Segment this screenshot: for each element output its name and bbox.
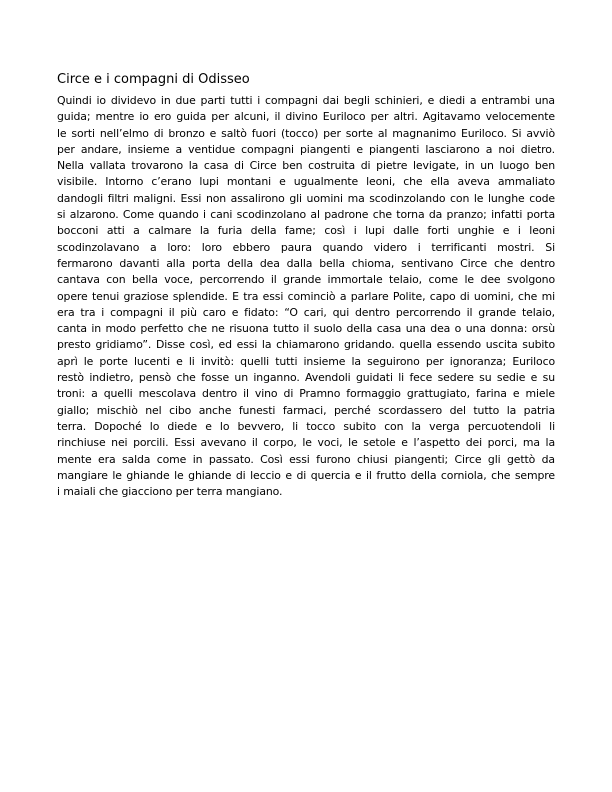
text-line: fermarono davanti alla porta della dea dalla bella chioma, sentivano Circe che dentro	[57, 256, 555, 270]
text-line: visibile. Intorno c’erano lupi montani e ugualmente leoni, che ella aveva ammaliato	[57, 175, 555, 189]
text-line: mente era salda come in passato. Così essi furono chiusi piangenti; Circe gli gettò da	[57, 452, 555, 466]
text-line: restò indietro, pensò che fosse un inganno. Avendoli guidati li fece sedere su sedie e su	[57, 371, 555, 385]
text-line: terra. Dopoché lo diede e lo bevvero, li tocco subito con la verga percuotendoli li	[57, 419, 555, 433]
text-line: Nella vallata trovarono la casa di Circe ben costruita di pietre levigate, in un luogo ben	[57, 159, 555, 173]
text-line: rinchiuse nei porcili. Essi avevano il corpo, le voci, le setole e l’aspetto dei porci, ma la	[57, 436, 555, 450]
text-line: mangiare le ghiande le ghiande di leccio e di quercia e il frutto della corniola, che sempre	[57, 468, 555, 482]
text-line: troni: a quelli mescolava dentro il vino di Pramno formaggio grattugiato, farina e miele	[57, 387, 555, 401]
text-line: canta in modo perfetto che ne risuona tutto il suolo della casa una dea o una donna: orsù	[57, 322, 555, 336]
text-line: aprì le porte lucenti e li invitò: quelli tutti insieme la seguirono per ignoranza; Euriloco	[57, 354, 555, 368]
document-body	[57, 93, 555, 500]
text-line: i maiali che giacciono per terra mangiano.	[57, 485, 283, 499]
text-line: giallo; mischiò nel cibo anche funesti farmaci, perché scordassero del tutto la patria	[57, 403, 555, 417]
text-line: per andare, insieme a ventidue compagni piangenti e piangenti lasciarono a noi dietro.	[57, 142, 555, 156]
text-line: scodinzolavano a loro: loro ebbero paura quando videro i terrificanti mostri. Si	[57, 240, 555, 254]
text-line: opere tenui graziose splendide. E tra essi cominciò a parlare Polite, capo di uomini, che mi	[57, 289, 555, 303]
document-title: Circe e i compagni di Odisseo	[57, 72, 250, 87]
text-line: dandogli filtri maligni. Essi non assalirono gli uomini ma scodinzolando con le lunghe code	[57, 191, 555, 205]
text-line: presto gridiamo”. Disse così, ed essi la chiamarono gridando. quella essendo uscita subito	[57, 338, 555, 352]
text-line: bocconi atti a calmare la furia della fame; così i lupi dalle forti unghie e i leoni	[57, 224, 555, 238]
text-line: era tra i compagni il più caro e fidato: “O cari, qui dentro percorrendo il grande telaio,	[57, 305, 555, 319]
text-line: guida; mentre io ero guida per alcuni, il divino Euriloco per altri. Agitavamo velocemente	[57, 110, 555, 124]
text-line: si alzarono. Come quando i cani scodinzolano al padrone che torna da pranzo; infatti porta	[57, 208, 555, 222]
text-line: Quindi io dividevo in due parti tutti i compagni dai begli schinieri, e diedi a entrambi una	[57, 94, 555, 107]
text-line: cantava con bella voce, percorrendo il grande immortale telaio, come le dee svolgono	[57, 273, 555, 287]
text-line: le sorti nell’elmo di bronzo e saltò fuori (tocco) per sorte al magnanimo Euriloco. Si avviò	[57, 126, 555, 140]
